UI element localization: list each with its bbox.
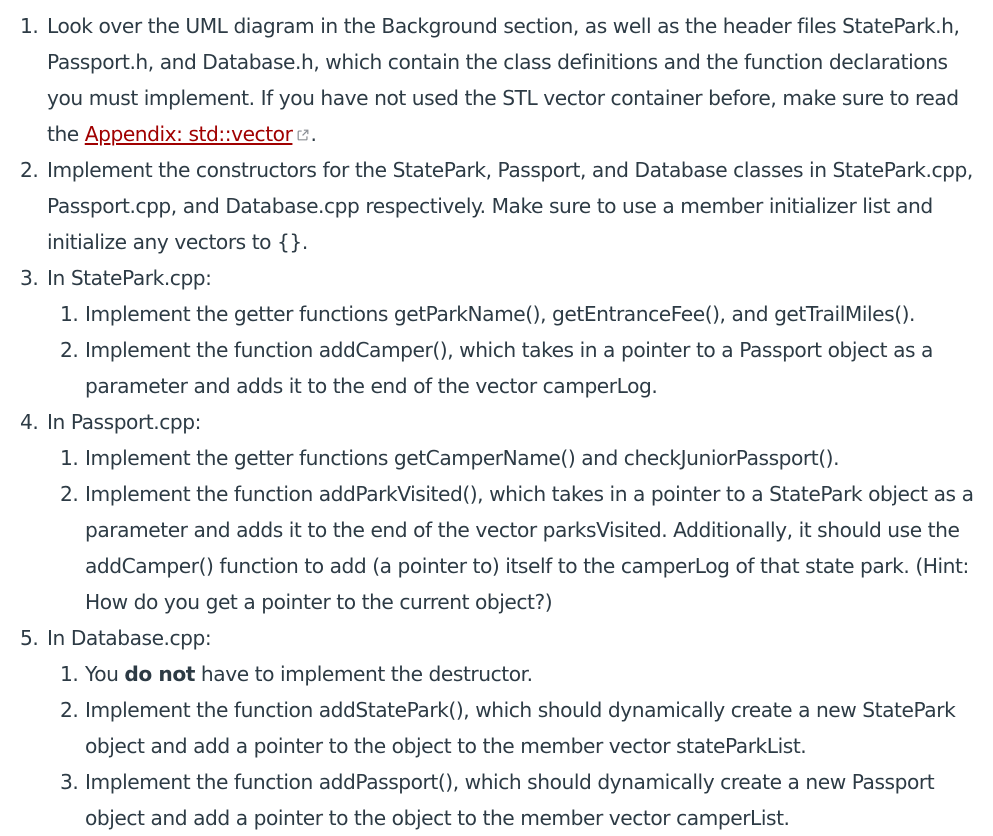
substep-5-2 xyxy=(0,692,993,764)
substep-text: Implement the function addStatePark(), which should dynamically create a new StatePark object and add a pointer to the object to the member vector stateParkList. xyxy=(85,698,956,758)
step-number: 2. xyxy=(20,158,39,182)
substep-4-1 xyxy=(0,440,993,476)
substep-text-end: have to implement the destructor. xyxy=(194,662,533,686)
substep-number: 2. xyxy=(60,482,79,506)
substep-3-2 xyxy=(0,332,993,404)
step-number: 1. xyxy=(20,14,39,38)
appendix-vector-link[interactable] xyxy=(85,122,311,146)
substep-5-1 xyxy=(0,656,993,692)
step-2 xyxy=(0,152,993,260)
step-5 xyxy=(0,620,993,656)
step-text-end: . xyxy=(310,122,317,146)
substep-number: 2. xyxy=(60,338,79,362)
step-text: In Database.cpp: xyxy=(47,626,212,650)
step-number: 3. xyxy=(20,266,39,290)
substep-number: 3. xyxy=(60,770,79,794)
substep-3-1 xyxy=(0,296,993,332)
substep-number: 1. xyxy=(60,302,79,326)
step-text: In Passport.cpp: xyxy=(47,410,201,434)
substep-number: 2. xyxy=(60,698,79,722)
substep-text: Implement the getter functions getParkName(), getEntranceFee(), and getTrailMiles(). xyxy=(85,302,916,326)
substep-4-2 xyxy=(0,476,993,620)
substep-text-start: You xyxy=(85,662,125,686)
step-3 xyxy=(0,260,993,296)
substep-5-3 xyxy=(0,764,993,836)
substep-number: 1. xyxy=(60,662,79,686)
substep-text: Implement the getter functions getCamperName() and checkJuniorPassport(). xyxy=(85,446,840,470)
steps-list xyxy=(0,8,993,836)
step-number: 4. xyxy=(20,410,39,434)
external-link-icon xyxy=(296,128,310,142)
substep-text: Implement the function addPassport(), which should dynamically create a new Passport object and add a pointer to the object to the member vector camperList. xyxy=(85,770,935,830)
substep-number: 1. xyxy=(60,446,79,470)
substep-bold-text: do not xyxy=(124,662,195,686)
step-1 xyxy=(0,8,993,152)
substep-text: Implement the function addCamper(), which takes in a pointer to a Passport object as a parameter and adds it to the end of the vector camperLog. xyxy=(85,338,933,398)
step-text: Implement the constructors for the StatePark, Passport, and Database classes in StatePark.cpp, Passport.cpp, and Database.cpp respectively. Make sure to use a member initializer list and initialize any vectors to {}. xyxy=(47,158,973,254)
substep-text: Implement the function addParkVisited(), which takes in a pointer to a StatePark object as a parameter and adds it to the end of the vector parksVisited. Additionally, it should use the addCamper() function to add (a pointer to) itself to the camperLog of that state park. (Hint: How do you get a pointer to the current object?) xyxy=(85,482,974,614)
step-text: In StatePark.cpp: xyxy=(47,266,212,290)
step-4 xyxy=(0,404,993,440)
step-number: 5. xyxy=(20,626,39,650)
step-text: Look over the UML diagram in the Background section, as well as the header files StatePark.h, Passport.h, and Database.h, which contain the class definitions and the function declarations you must implement. If you have not used the STL vector container before, make sure to read the xyxy=(47,14,960,146)
link-text: Appendix: std::vector xyxy=(84,122,293,146)
